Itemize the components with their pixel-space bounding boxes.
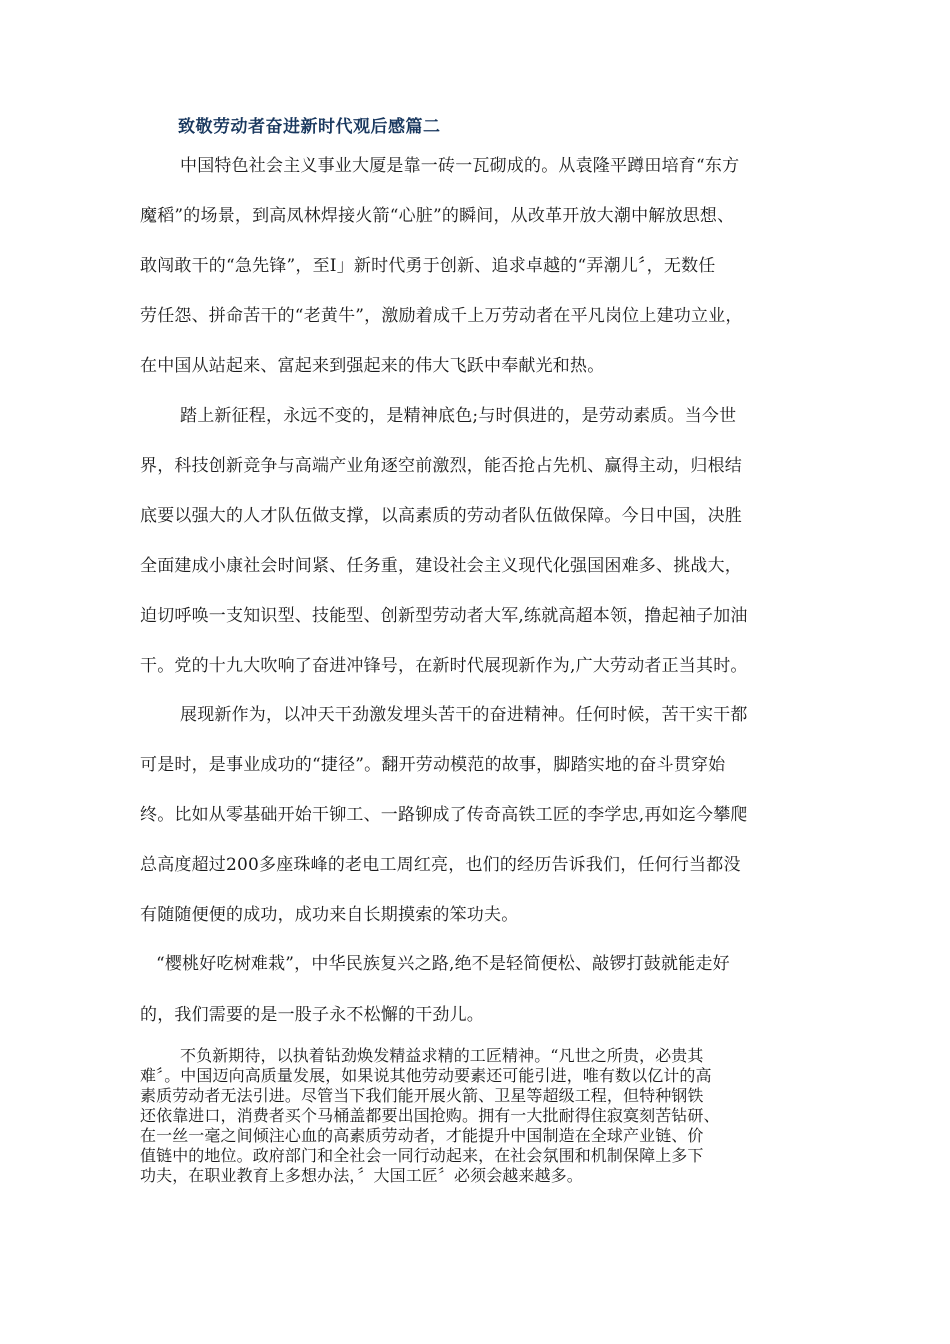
text-line: 干。党的十九大吹响了奋进冲锋号，在新时代展现新作为,广大劳动者正当其时。 [140, 656, 748, 676]
text-line: 值链中的地位。政府部门和全社会一同行动起来，在社会氛围和机制保障上多下 [140, 1146, 704, 1165]
text-line: 敢闯敢干的“急先锋”，至Ⅰ」新时代勇于创新、追求卓越的“弄潮儿〞，无数任 [140, 256, 716, 276]
text-line: 素质劳动者无法引进。尽管当下我们能开展火箭、卫星等超级工程，但特种钢铁 [140, 1086, 704, 1105]
document-title: 致敬劳动者奋进新时代观后感篇二 [178, 117, 441, 137]
text-line: 难〞。中国迈向高质量发展，如果说其他劳动要素还可能引进，唯有数以亿计的高 [140, 1066, 712, 1085]
text-line: 有随随便便的成功，成功来自长期摸索的笨功夫。 [140, 905, 519, 925]
text-line: 中国特色社会主义事业大厦是靠一砖一瓦砌成的。从袁隆平蹲田培育“东方 [180, 156, 740, 176]
text-line: 的，我们需要的是一股子永不松懈的干劲儿。 [140, 1005, 484, 1025]
text-line: 劳任怨、拼命苦干的“老黄牛”，激励着成千上万劳动者在平凡岗位上建功立业， [140, 306, 743, 326]
text-line: 全面建成小康社会时间紧、任务重，建设社会主义现代化强国困难多、挑战大， [140, 556, 742, 576]
text-line: 总高度超过200多座珠峰的老电工周红亮，也们的经历告诉我们，任何行当都没 [140, 855, 741, 875]
text-line: 功夫，在职业教育上多想办法，〞大国工匠〞必须会越来越多。 [140, 1166, 583, 1185]
text-line: 在一丝一毫之间倾注心血的高素质劳动者，才能提升中国制造在全球产业链、价 [140, 1126, 704, 1145]
text-line: 在中国从站起来、富起来到强起来的伟大飞跃中奉献光和热。 [140, 356, 605, 376]
text-line: 底要以强大的人才队伍做支撑，以高素质的劳动者队伍做保障。今日中国，决胜 [140, 506, 742, 526]
text-line: 踏上新征程，永远不变的，是精神底色;与时俱进的，是劳动素质。当今世 [180, 406, 737, 426]
text-line: 迫切呼唤一支知识型、技能型、创新型劳动者大军,练就高超本领，撸起袖子加油 [140, 606, 748, 626]
text-line: 魔稻”的场景，到高凤林焊接火箭“心脏”的瞬间，从改革开放大潮中解放思想、 [140, 206, 735, 226]
text-line: 展现新作为，以冲天干劲激发埋头苦干的奋进精神。任何时候，苦干实干都 [180, 705, 748, 725]
text-line: 界，科技创新竞争与高端产业角逐空前激烈，能否抢占先机、赢得主动，归根结 [140, 456, 742, 476]
text-line: “樱桃好吃树难栽”，中华民族复兴之路,绝不是轻简便松、敲锣打鼓就能走好 [156, 954, 730, 974]
text-line: 不负新期待，以执着钻劲焕发精益求精的工匠精神。“凡世之所贵，必贵其 [180, 1046, 704, 1065]
text-line: 终。比如从零基础开始干铆工、一路铆成了传奇高铁工匠的李学忠,再如迄今攀爬 [140, 805, 748, 825]
text-line: 可是时，是事业成功的“捷径”。翻开劳动模范的故事，脚踏实地的奋斗贯穿始 [140, 755, 726, 775]
text-line: 还依靠进口，消费者买个马桶盖都要出国抢购。拥有一大批耐得住寂寞刻苦钻研、 [140, 1106, 720, 1125]
